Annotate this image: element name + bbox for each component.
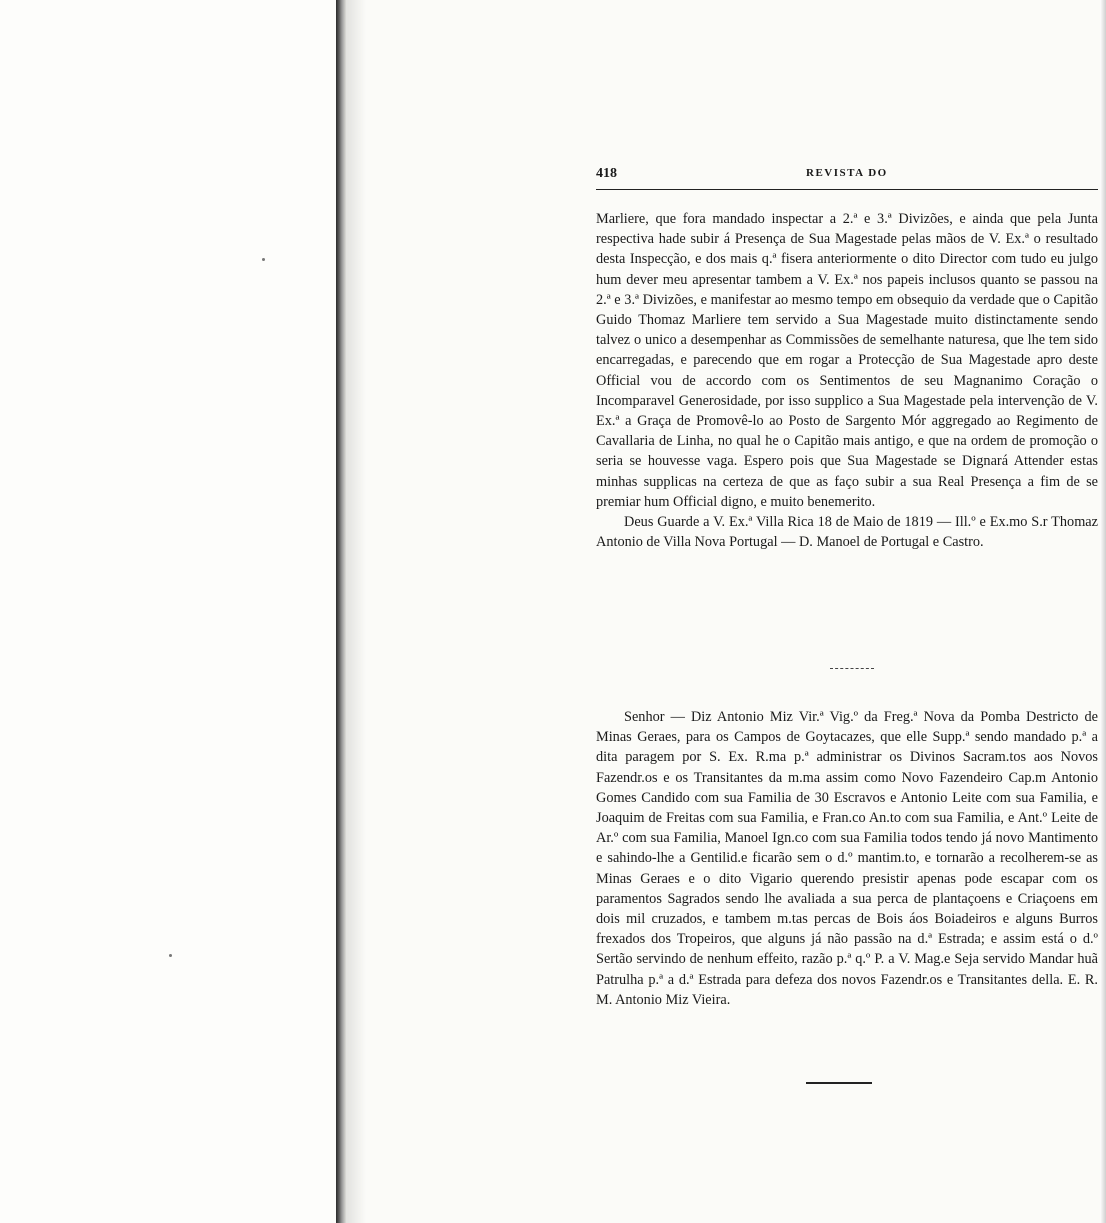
letter-closing: Deus Guarde a V. Ex.ª Villa Rica 18 de Maio de 1819 — Ill.º e Ex.mo S.r Thomaz Antonio de Villa Nova Portugal — D. Manoel de Portugal e Castro. xyxy=(596,514,1098,551)
letter-text xyxy=(596,209,1098,552)
page-header xyxy=(596,160,1098,184)
gutter-shadow xyxy=(346,0,366,1223)
petition-text xyxy=(596,707,1098,1010)
header-rule xyxy=(596,189,1098,190)
scan-speck xyxy=(169,954,172,957)
page-number: 418 xyxy=(596,166,617,181)
section-divider xyxy=(830,668,874,669)
letter-paragraph: Marliere, que fora mandado inspectar a 2.ª e 3.ª Divizões, e ainda que pela Junta respectiva hade subir á Presença de Sua Magestade pelas mãos de V. Ex.ª o resultado desta Inspecção, e dos mais q.ª fisera anteriormente o dito Director com tudo eu julgo hum dever meu apresentar tambem a V. Ex.ª nos papeis inclusos quanto se passou na 2.ª e 3.ª Divizões, e manifestar ao mesmo tempo em obsequio da verdade que o Capitão Guido Thomaz Marliere tem servido a Sua Magestade muito distinctamente sendo talvez o unico a desempenhar as Commissões de semelhante naturesa, que lhe tem sido encarregadas, e parecendo que em rogar a Protecção de Sua Magestade apro deste Official vou de accordo com os Sentimentos de seu Magnanimo Coração o Incomparavel Generosidade, por isso supplico a Sua Magestade pela intervenção de V. Ex.ª a Graça de Promovê-lo ao Posto de Sargento Mór aggregado ao Regimento de Cavallaria de Linha, no qual he o Capitão mais antigo, e que na ordem de promoção o seria se houvesse vaga. Espero pois que Sua Magestade se Dignará Attender estas minhas supplicas na certeza de que as faço subir a sua Real Presença a fim de se premiar hum Official digno, e muito benemerito. xyxy=(596,211,1098,510)
petition-paragraph: Senhor — Diz Antonio Miz Vir.ª Vig.º da Freg.ª Nova da Pomba Destricto de Minas Geraes, para os Campos de Goytacazes, que elle Supp.ª sendo mandado p.ª a dita paragem por S. Ex. R.ma p.ª administrar os Divinos Sacram.tos aos Novos Fazendr.os e os Transitantes da m.ma assim como Novo Fazendeiro Cap.m Antonio Gomes Candido com sua Familia de 30 Escravos e Antonio Leite com sua Familia, e Joaquim de Freitas com sua Familia, e Fran.co An.to com sua Familia, e Ant.º Leite de Ar.º com sua Familia, Manoel Ign.co com sua Familia todos tendo já novo Mantimento e sahindo-lhe a Gentilid.e ficarão sem o d.º mantim.to, e tornarão a recolherem-se as Minas Geraes e o dito Vigario querendo presistir apenas pode escapar com os paramentos Sagrados sendo lhe avaliada a sua perca de plantaçoens e Criaçoens em dois mil cruzados, e tambem m.tas percas de Bois áos Boiadeiros e alguns Burros frexados dos Tropeiros, que alguns já não passão na d.ª Estrada; e assim está o d.º Sertão servindo de nenhum effeito, razão p.ª q.º P. a V. Mag.e Seja servido Mandar huã Patrulha p.ª a d.ª Estrada para defeza dos novos Fazendr.os e Transitantes della. E. R. M. Antonio Miz Vieira. xyxy=(596,709,1098,1008)
facing-page-margin xyxy=(0,0,336,1223)
scan-speck xyxy=(262,258,265,261)
page-edge xyxy=(1100,0,1106,1223)
book-gutter xyxy=(336,0,346,1223)
book-page xyxy=(596,160,1098,1008)
running-head: REVISTA DO xyxy=(806,167,888,179)
end-rule xyxy=(806,1082,872,1084)
